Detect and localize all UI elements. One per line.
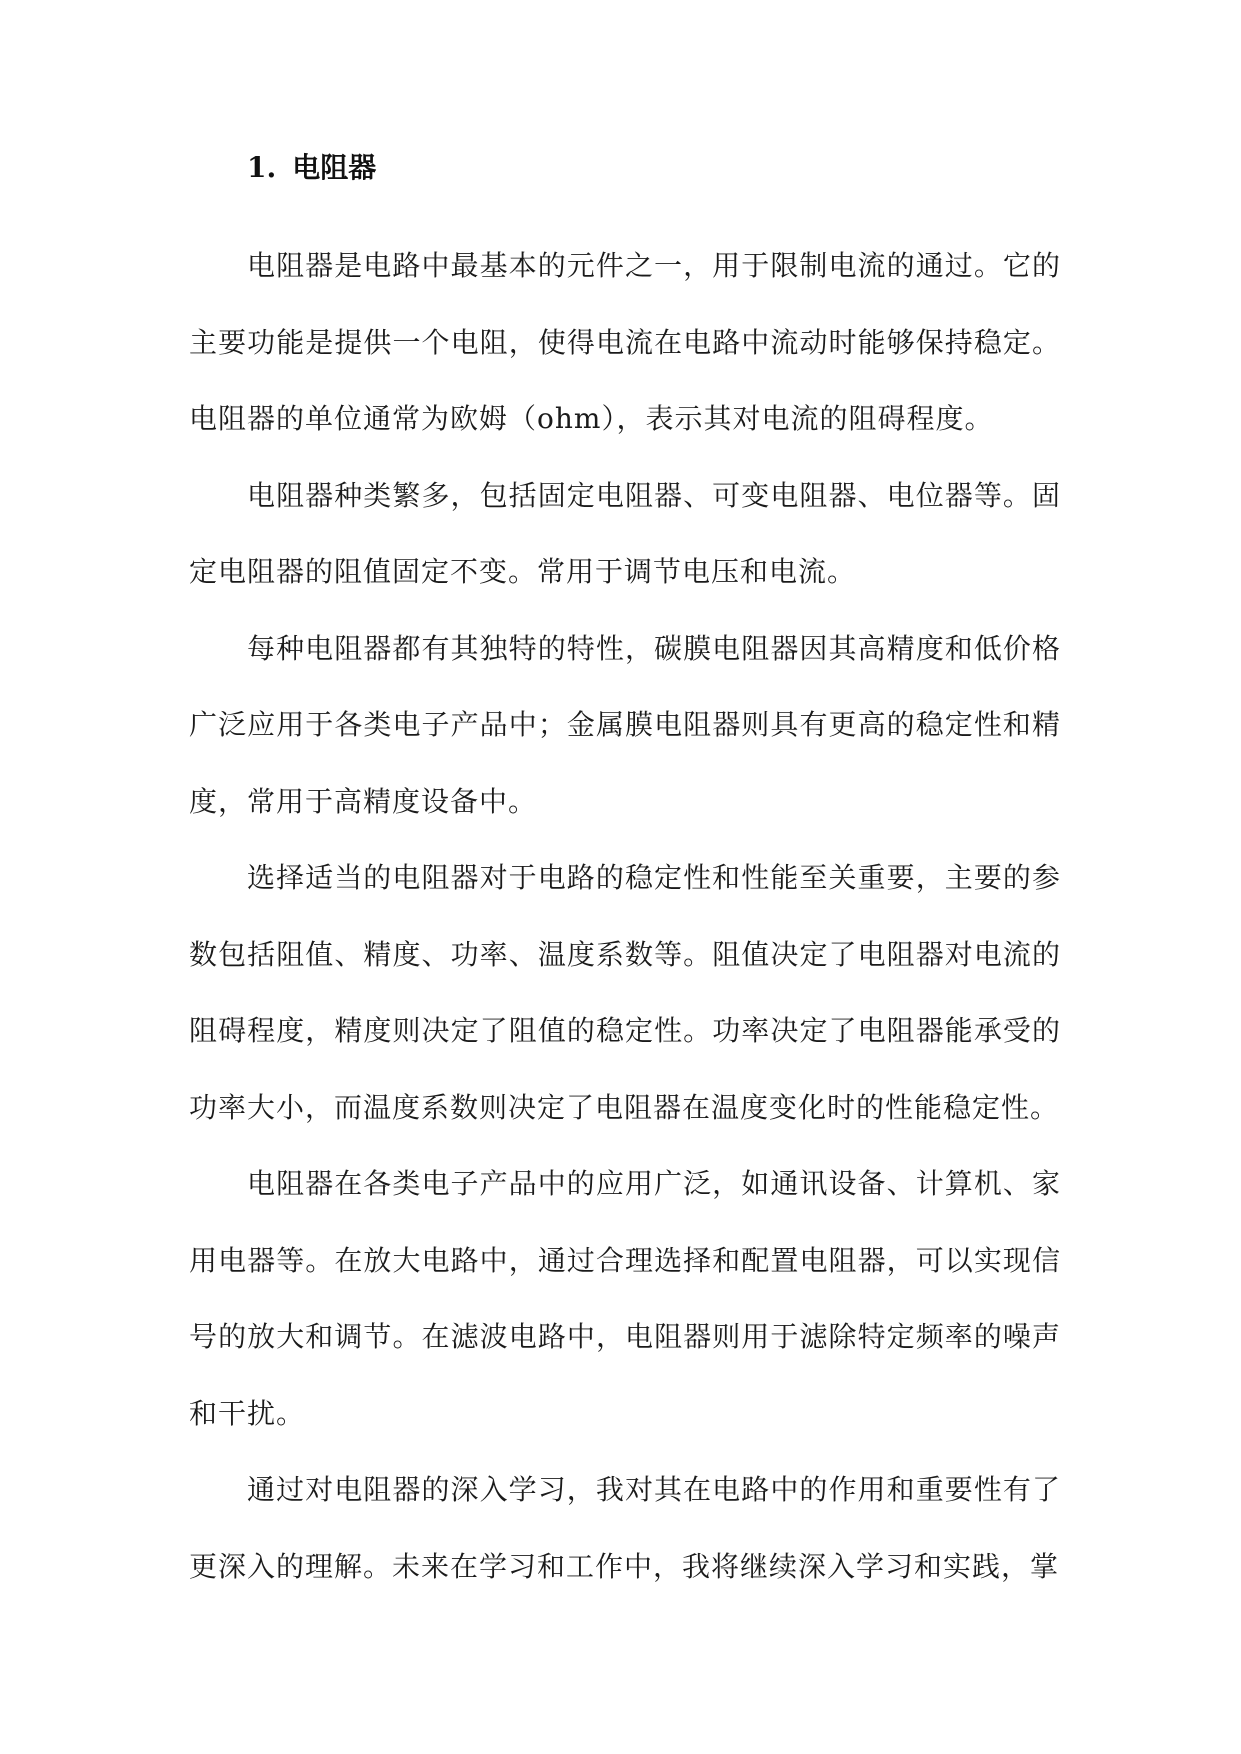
document-body	[189, 228, 1061, 1605]
paragraph-types: 电阻器种类繁多，包括固定电阻器、可变电阻器、电位器等。固定电阻器的阻值固定不变。常用于调节电压和电流。	[189, 478, 1061, 588]
section-heading	[247, 150, 376, 186]
paragraph-characteristics: 每种电阻器都有其独特的特性，碳膜电阻器因其高精度和低价格广泛应用于各类电子产品中；金属膜电阻器则具有更高的稳定性和精度，常用于高精度设备中。	[189, 631, 1061, 818]
paragraph-conclusion: 通过对电阻器的深入学习，我对其在电路中的作用和重要性有了更深入的理解。未来在学习和工作中，我将继续深入学习和实践，掌	[189, 1473, 1061, 1583]
paragraph-applications: 电阻器在各类电子产品中的应用广泛，如通讯设备、计算机、家用电器等。在放大电路中，通过合理选择和配置电阻器，可以实现信号的放大和调节。在滤波电路中，电阻器则用于滤除特定频率的噪声和干扰。	[189, 1167, 1061, 1430]
section-title: 电阻器	[292, 151, 377, 184]
paragraph-intro: 电阻器是电路中最基本的元件之一，用于限制电流的通过。它的主要功能是提供一个电阻，使得电流在电路中流动时能够保持稳定。电阻器的单位通常为欧姆（ohm），表示其对电流的阻碍程度。	[189, 249, 1061, 435]
paragraph-parameters: 选择适当的电阻器对于电路的稳定性和性能至关重要，主要的参数包括阻值、精度、功率、温度系数等。阻值决定了电阻器对电流的阻碍程度，精度则决定了阻值的稳定性。功率决定了电阻器能承受的功率大小，而温度系数则决定了电阻器在温度变化时的性能稳定性。	[189, 861, 1061, 1124]
section-number: 1.	[247, 151, 277, 184]
